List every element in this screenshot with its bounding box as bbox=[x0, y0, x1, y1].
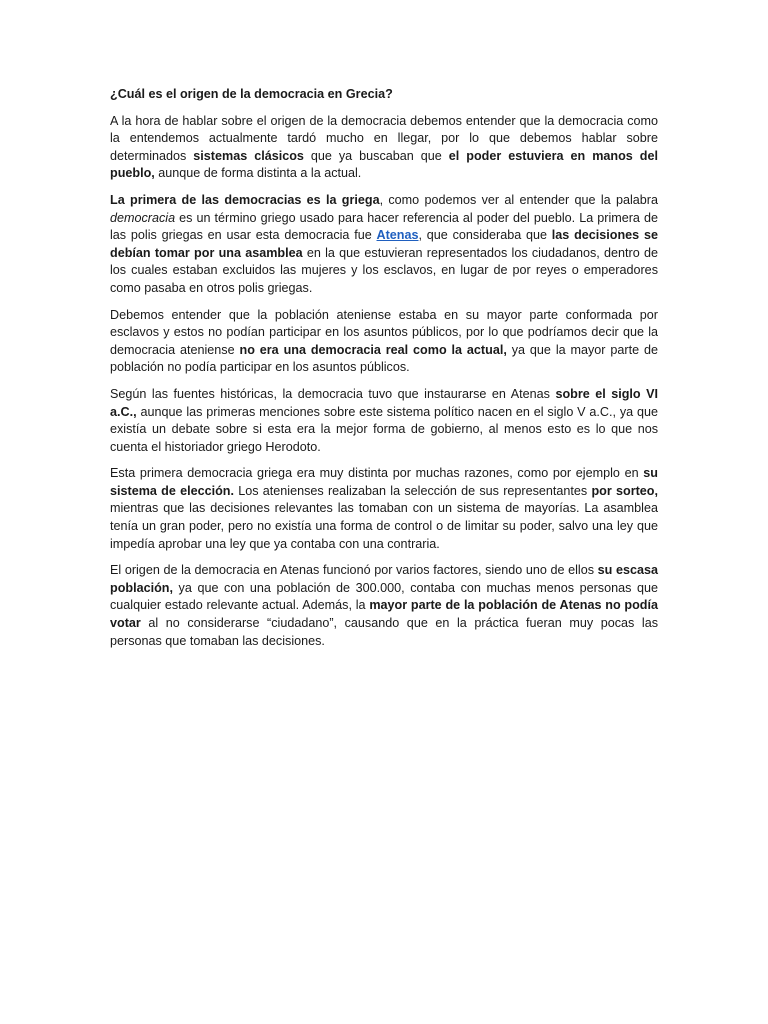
bold-text: por sorteo, bbox=[591, 483, 658, 498]
text: ya que con una población de 300.000, contaba con muchas menos personas que cualquier estado relevante actual. Además, la bbox=[110, 580, 658, 613]
text: mientras que las decisiones relevantes las tomaban con un sistema de mayorías. La asamblea tenía un gran poder, pero no existía una forma de control o de limitar su poder, salvo una ley que impedía aprobar una ley que ya contaba con una contraria. bbox=[110, 501, 658, 551]
italic-text: democracia bbox=[110, 210, 176, 225]
atenas-link[interactable]: Atenas bbox=[376, 228, 419, 243]
text: ya que la mayor parte de población no podía participar en los asuntos públicos. bbox=[110, 342, 658, 375]
paragraph-2 bbox=[110, 192, 658, 298]
text: , como podemos ver al entender que la palabra bbox=[379, 192, 658, 207]
text: en la que estuvieran representados los ciudadanos, dentro de los cuales estaban excluidos las mujeres y los esclavos, en lugar de por reyes o emperadores como pasaba en otros polis griegas. bbox=[110, 245, 658, 295]
text: al no considerarse “ciudadano”, causando que en la práctica fueran muy pocas las personas que tomaban las decisiones. bbox=[110, 616, 658, 648]
paragraph-6 bbox=[110, 562, 658, 650]
document-page bbox=[110, 86, 658, 659]
bold-text: su sistema de elección. bbox=[110, 466, 658, 498]
text: que ya buscaban que bbox=[303, 148, 449, 163]
text: A la hora de hablar sobre el origen de la democracia debemos entender que la democracia como la entendemos actualmente tardó mucho en llegar, por lo que debemos hablar sobre determinados bbox=[110, 113, 658, 163]
text: es un término griego usado para hacer referencia al poder del pueblo. La primera de las polis griegas en usar esta democracia fue bbox=[110, 210, 658, 243]
paragraph-3 bbox=[110, 307, 658, 377]
bold-text: sistemas clásicos bbox=[193, 148, 304, 163]
text: Los atenienses realizaban la selección de sus representantes bbox=[234, 483, 592, 498]
bold-text: La primera de las democracias es la griega bbox=[110, 192, 380, 207]
text: El origen de la democracia en Atenas funcionó por varios factores, siendo uno de ellos bbox=[110, 563, 598, 578]
bold-text: las decisiones se debían tomar por una asamblea bbox=[110, 228, 658, 260]
text: Según las fuentes históricas, la democracia tuvo que instaurarse en Atenas bbox=[110, 386, 556, 401]
document-title: ¿Cuál es el origen de la democracia en Grecia? bbox=[110, 87, 393, 101]
bold-text: sobre el siglo VI a.C., bbox=[110, 386, 658, 419]
text: aunque de forma distinta a la actual. bbox=[154, 166, 362, 181]
bold-text: su escasa población, bbox=[110, 563, 658, 595]
bold-text: mayor parte de la población de Atenas no podía votar bbox=[110, 598, 658, 631]
text: Esta primera democracia griega era muy distinta por muchas razones, como por ejemplo en bbox=[110, 466, 644, 481]
paragraph-4 bbox=[110, 386, 658, 456]
bold-text: el poder estuviera en manos del pueblo, bbox=[110, 148, 658, 181]
text: Debemos entender que la población ateniense estaba en su mayor parte conformada por esclavos y estos no podían participar en los asuntos públicos, por lo que podríamos decir que la democracia ateniense bbox=[110, 307, 658, 357]
paragraph-1 bbox=[110, 113, 658, 183]
text: , que consideraba que bbox=[418, 228, 552, 243]
text: aunque las primeras menciones sobre este sistema político nacen en el siglo V a.C., ya que existía un debate sobre si esta era la mejor forma de gobierno, al menos esto es lo que nos cuenta el historiador griego Herodoto. bbox=[110, 404, 658, 454]
paragraph-5 bbox=[110, 465, 658, 553]
bold-text: no era una democracia real como la actual, bbox=[239, 342, 507, 357]
